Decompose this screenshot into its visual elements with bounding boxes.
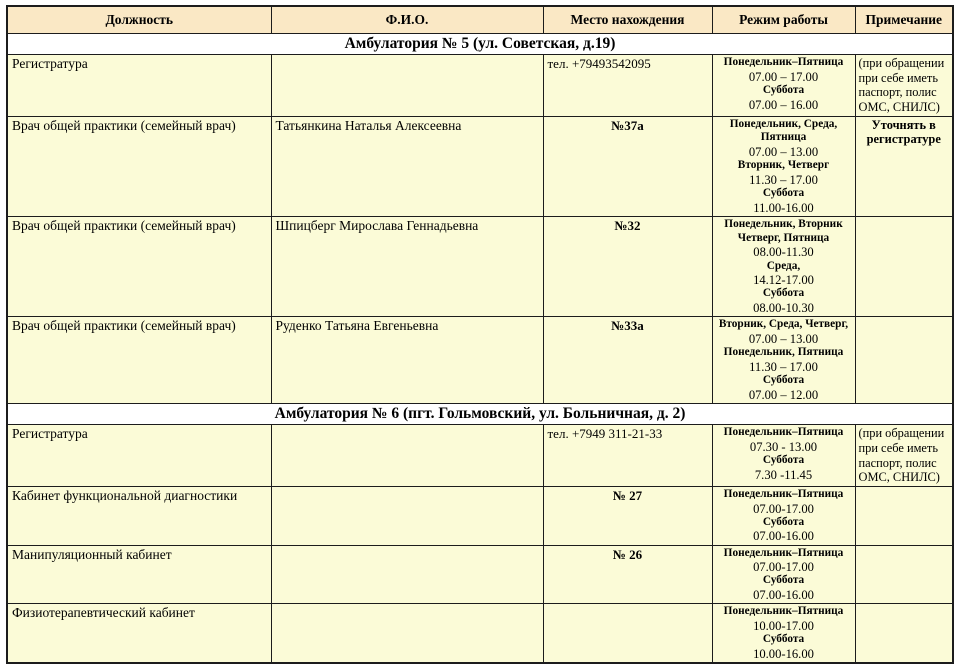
location-cell: №32 (543, 216, 712, 316)
schedule-line: Понедельник–Пятница (723, 426, 844, 439)
location-cell: № 26 (543, 545, 712, 604)
note-cell (855, 317, 953, 404)
table-row (7, 486, 953, 545)
table-row (7, 604, 953, 663)
column-header-fio: Ф.И.О. (271, 6, 543, 34)
schedule-line: Вторник, Четверг (737, 159, 830, 172)
fio-cell (271, 604, 543, 663)
fio-cell: Шпицберг Мирослава Геннадьевна (271, 216, 543, 316)
schedule-cell (712, 545, 855, 604)
schedule-line: 08.00-10.30 (753, 301, 814, 316)
schedule-line: Понедельник–Пятница (723, 605, 844, 618)
schedule-line: 07.00-17.00 (753, 560, 814, 575)
schedule-line: 07.30 - 13.00 (749, 440, 818, 455)
table-header (7, 6, 953, 34)
note-cell (855, 604, 953, 663)
schedule-cell (712, 425, 855, 487)
position-cell: Регистратура (7, 425, 271, 487)
note-cell: (при обращении при себе иметь паспорт, полис ОМС, СНИЛС) (855, 55, 953, 117)
section-title-row (7, 34, 953, 55)
clinic-schedule-document (6, 5, 954, 664)
schedule-table (6, 5, 954, 664)
fio-cell: Руденко Татьяна Евгеньевна (271, 317, 543, 404)
schedule-line: Понедельник, Пятница (723, 346, 844, 359)
schedule-cell (712, 486, 855, 545)
location-cell (543, 604, 712, 663)
schedule-line: Понедельник, Среда, Пятница (729, 117, 838, 144)
column-header-note: Примечание (855, 6, 953, 34)
table-row (7, 216, 953, 316)
schedule-line: 07.00 – 13.00 (748, 332, 819, 347)
fio-cell (271, 425, 543, 487)
schedule-line: 07.00 – 17.00 (748, 69, 819, 84)
table-row (7, 55, 953, 117)
section-title-row (7, 404, 953, 425)
schedule-line: 11.30 – 17.00 (749, 359, 818, 374)
position-cell: Врач общей практики (семейный врач) (7, 116, 271, 216)
schedule-line: Суббота (762, 83, 805, 96)
location-cell: №37а (543, 116, 712, 216)
position-cell: Манипуляционный кабинет (7, 545, 271, 604)
schedule-line: Понедельник, Вторник Четверг, Пятница (724, 217, 843, 244)
schedule-cell (712, 317, 855, 404)
note-cell (855, 486, 953, 545)
position-cell: Врач общей практики (семейный врач) (7, 317, 271, 404)
position-cell: Кабинет функциональной диагностики (7, 486, 271, 545)
schedule-line: 11.30 – 17.00 (749, 172, 818, 187)
schedule-line: Суббота (762, 454, 805, 467)
note-cell: Уточнять в регистратуре (855, 116, 953, 216)
location-cell: № 27 (543, 486, 712, 545)
column-header-position: Должность (7, 6, 271, 34)
schedule-line: 07.00 – 12.00 (748, 387, 819, 402)
schedule-line: Суббота (762, 574, 805, 587)
table-row (7, 116, 953, 216)
schedule-line: Суббота (762, 187, 805, 200)
table-row (7, 317, 953, 404)
position-cell: Физиотерапевтический кабинет (7, 604, 271, 663)
schedule-line: 07.00-16.00 (753, 529, 814, 544)
section-title: Амбулатория № 5 (ул. Советская, д.19) (7, 34, 953, 55)
location-cell: тел. +7949 311-21-33 (543, 425, 712, 487)
schedule-line: Суббота (762, 374, 805, 387)
section-title: Амбулатория № 6 (пгт. Гольмовский, ул. Больничная, д. 2) (7, 404, 953, 425)
schedule-line: Суббота (762, 287, 805, 300)
schedule-line: 08.00-11.30 (753, 245, 814, 260)
column-header-work-hours: Режим работы (712, 6, 855, 34)
fio-cell (271, 55, 543, 117)
schedule-line: 07.00-17.00 (753, 501, 814, 516)
schedule-line: 7.30 -11.45 (754, 467, 813, 482)
schedule-line: 10.00-17.00 (753, 619, 814, 634)
table-row (7, 545, 953, 604)
schedule-line: 07.00 – 16.00 (748, 97, 819, 112)
fio-cell (271, 486, 543, 545)
schedule-line: 07.00 – 13.00 (748, 145, 819, 160)
note-cell (855, 545, 953, 604)
schedule-cell (712, 116, 855, 216)
note-cell: (при обращении при себе иметь паспорт, полис ОМС, СНИЛС) (855, 425, 953, 487)
schedule-line: Понедельник–Пятница (723, 56, 844, 68)
schedule-line: Суббота (762, 515, 805, 528)
schedule-cell (712, 216, 855, 316)
schedule-line: Понедельник–Пятница (723, 487, 844, 500)
position-cell: Регистратура (7, 55, 271, 117)
fio-cell (271, 545, 543, 604)
position-cell: Врач общей практики (семейный врач) (7, 216, 271, 316)
column-header-location: Место нахождения (543, 6, 712, 34)
schedule-line: 11.00-16.00 (753, 200, 814, 215)
schedule-line: 07.00-16.00 (753, 588, 814, 603)
note-cell (855, 216, 953, 316)
schedule-line: 14.12-17.00 (753, 273, 814, 288)
fio-cell: Татьянкина Наталья Алексеевна (271, 116, 543, 216)
schedule-line: Суббота (762, 633, 805, 646)
schedule-line: Вторник, Среда, Четверг, (718, 318, 849, 331)
location-cell: тел. +79493542095 (543, 55, 712, 117)
schedule-line: Среда, (766, 259, 801, 272)
table-body (7, 34, 953, 664)
schedule-line: 10.00-16.00 (753, 646, 814, 661)
table-row (7, 425, 953, 487)
location-cell: №33а (543, 317, 712, 404)
schedule-line: Понедельник–Пятница (723, 546, 844, 559)
schedule-cell (712, 604, 855, 663)
header-row (7, 6, 953, 34)
schedule-cell (712, 55, 855, 117)
